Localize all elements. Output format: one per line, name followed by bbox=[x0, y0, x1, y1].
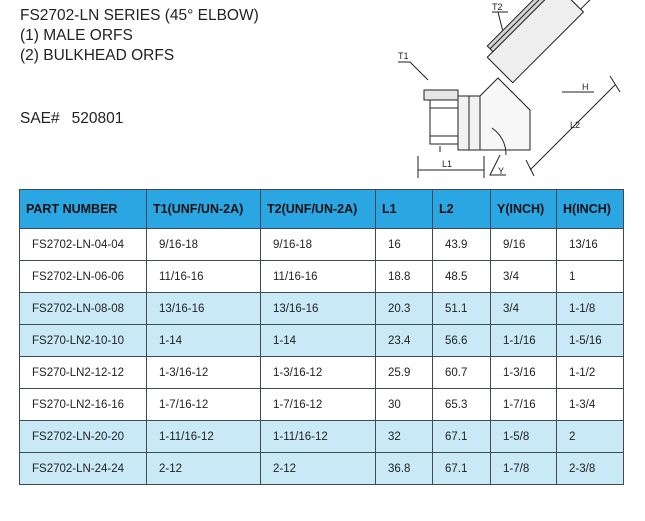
elbow-fitting-drawing bbox=[380, 0, 645, 185]
cell-t2: 13/16-16 bbox=[261, 293, 376, 325]
table-row bbox=[20, 261, 624, 293]
cell-part-number: FS2702-LN-08-08 bbox=[20, 293, 147, 325]
cell-h: 13/16 bbox=[557, 229, 624, 261]
cell-t2: 1-7/16-12 bbox=[261, 389, 376, 421]
table-row bbox=[20, 453, 624, 485]
cell-l1: 25.9 bbox=[376, 357, 433, 389]
col-header-t1: T1(UNF/UN-2A) bbox=[147, 190, 261, 229]
cell-part-number: FS2702-LN-06-06 bbox=[20, 261, 147, 293]
cell-l2: 65.3 bbox=[433, 389, 491, 421]
col-header-y: Y(INCH) bbox=[491, 190, 557, 229]
cell-y: 1-5/8 bbox=[491, 421, 557, 453]
table-body bbox=[20, 229, 624, 485]
cell-t2: 2-12 bbox=[261, 453, 376, 485]
sae-label: SAE# bbox=[20, 110, 60, 127]
cell-t1: 13/16-16 bbox=[147, 293, 261, 325]
table-row bbox=[20, 293, 624, 325]
cell-y: 1-7/16 bbox=[491, 389, 557, 421]
cell-t1: 9/16-18 bbox=[147, 229, 261, 261]
cell-l2: 60.7 bbox=[433, 357, 491, 389]
table-header-row bbox=[20, 190, 624, 229]
cell-t1: 1-11/16-12 bbox=[147, 421, 261, 453]
cell-l1: 20.3 bbox=[376, 293, 433, 325]
cell-t1: 1-14 bbox=[147, 325, 261, 357]
cell-h: 1-1/8 bbox=[557, 293, 624, 325]
cell-l2: 56.6 bbox=[433, 325, 491, 357]
t1-leader bbox=[398, 62, 428, 80]
spec-table bbox=[19, 189, 624, 485]
table-row bbox=[20, 421, 624, 453]
label-t2: T2 bbox=[492, 2, 503, 12]
cell-l1: 30 bbox=[376, 389, 433, 421]
cell-t2: 1-11/16-12 bbox=[261, 421, 376, 453]
cell-t2: 9/16-18 bbox=[261, 229, 376, 261]
cell-part-number: FS2702-LN-24-24 bbox=[20, 453, 147, 485]
cell-h: 2-3/8 bbox=[557, 453, 624, 485]
table-row bbox=[20, 229, 624, 261]
col-header-h: H(INCH) bbox=[557, 190, 624, 229]
cell-part-number: FS270-LN2-10-10 bbox=[20, 325, 147, 357]
sae-number bbox=[20, 110, 123, 128]
header-block bbox=[20, 6, 259, 66]
cell-l1: 18.8 bbox=[376, 261, 433, 293]
cell-l1: 23.4 bbox=[376, 325, 433, 357]
col-header-part-number: PART NUMBER bbox=[20, 190, 147, 229]
cell-part-number: FS2702-LN-20-20 bbox=[20, 421, 147, 453]
cell-l1: 16 bbox=[376, 229, 433, 261]
cell-t1: 2-12 bbox=[147, 453, 261, 485]
cell-y: 9/16 bbox=[491, 229, 557, 261]
cell-part-number: FS2702-LN-04-04 bbox=[20, 229, 147, 261]
cell-h: 1-3/4 bbox=[557, 389, 624, 421]
male-orfs-line: (1) MALE ORFS bbox=[20, 27, 133, 44]
cell-l1: 36.8 bbox=[376, 453, 433, 485]
cell-y: 1-3/16 bbox=[491, 357, 557, 389]
col-header-l1: L1 bbox=[376, 190, 433, 229]
label-h: H bbox=[582, 82, 589, 92]
cell-t2: 1-3/16-12 bbox=[261, 357, 376, 389]
cell-y: 3/4 bbox=[491, 293, 557, 325]
label-y: Y bbox=[498, 166, 505, 176]
table-row bbox=[20, 389, 624, 421]
cell-y: 1-7/8 bbox=[491, 453, 557, 485]
cell-l2: 67.1 bbox=[433, 453, 491, 485]
sae-value: 520801 bbox=[71, 110, 124, 127]
cell-l1: 32 bbox=[376, 421, 433, 453]
series-title: FS2702-LN SERIES (45° ELBOW) bbox=[20, 7, 259, 24]
cell-l2: 51.1 bbox=[433, 293, 491, 325]
cell-h: 1-1/2 bbox=[557, 357, 624, 389]
label-t1: T1 bbox=[398, 51, 409, 61]
fitting-diagram bbox=[380, 0, 645, 185]
cell-t1: 1-3/16-12 bbox=[147, 357, 261, 389]
cell-part-number: FS270-LN2-12-12 bbox=[20, 357, 147, 389]
cell-l2: 67.1 bbox=[433, 421, 491, 453]
cell-t2: 11/16-16 bbox=[261, 261, 376, 293]
label-l2: L2 bbox=[570, 120, 581, 130]
col-header-l2: L2 bbox=[433, 190, 491, 229]
cell-y: 1-1/16 bbox=[491, 325, 557, 357]
table-row bbox=[20, 325, 624, 357]
cell-y: 3/4 bbox=[491, 261, 557, 293]
col-header-t2: T2(UNF/UN-2A) bbox=[261, 190, 376, 229]
cell-h: 1-5/16 bbox=[557, 325, 624, 357]
cell-t1: 11/16-16 bbox=[147, 261, 261, 293]
bulkhead-orfs-line: (2) BULKHEAD ORFS bbox=[20, 47, 175, 64]
cell-l2: 43.9 bbox=[433, 229, 491, 261]
cell-l2: 48.5 bbox=[433, 261, 491, 293]
label-l1: L1 bbox=[442, 159, 453, 169]
cell-t1: 1-7/16-12 bbox=[147, 389, 261, 421]
cell-t2: 1-14 bbox=[261, 325, 376, 357]
cell-part-number: FS270-LN2-16-16 bbox=[20, 389, 147, 421]
cell-h: 2 bbox=[557, 421, 624, 453]
cell-h: 1 bbox=[557, 261, 624, 293]
table-row bbox=[20, 357, 624, 389]
